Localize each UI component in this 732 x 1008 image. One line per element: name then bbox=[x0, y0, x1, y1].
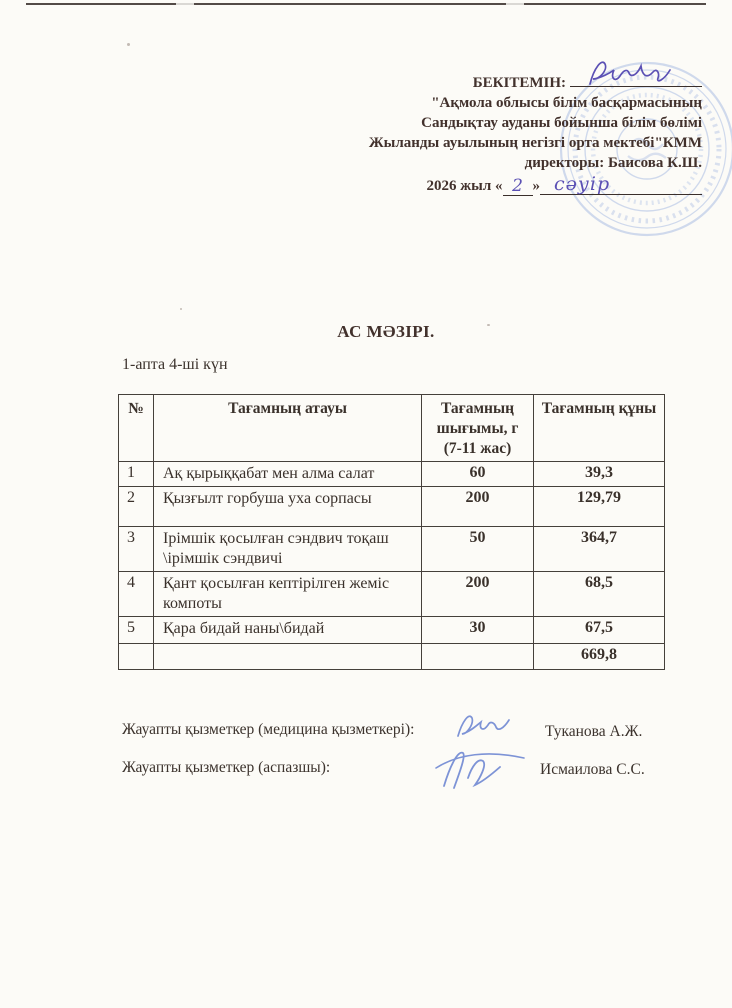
cook-name: Исмаилова С.С. bbox=[540, 761, 645, 778]
table-row bbox=[119, 527, 665, 572]
dish-cost: 68,5 bbox=[534, 572, 665, 617]
dish-amount: 60 bbox=[422, 462, 534, 487]
dish-name: Қызғылт горбуша уха сорпасы bbox=[154, 487, 422, 527]
row-no: 5 bbox=[119, 617, 154, 644]
medical-worker-name: Туканова А.Ж. bbox=[545, 723, 643, 740]
dish-name: Ірімшік қосылған сэндвич тоқаш \ірімшік сэндвичі bbox=[154, 527, 422, 572]
empty-cell bbox=[119, 644, 154, 670]
dish-amount: 200 bbox=[422, 572, 534, 617]
dish-amount: 50 bbox=[422, 527, 534, 572]
dish-cost: 364,7 bbox=[534, 527, 665, 572]
total-cost: 669,8 bbox=[534, 644, 665, 670]
dish-cost: 129,79 bbox=[534, 487, 665, 527]
year-prefix: 2026 жыл « bbox=[426, 178, 503, 194]
dish-amount: 200 bbox=[422, 487, 534, 527]
row-no: 4 bbox=[119, 572, 154, 617]
approve-line bbox=[272, 70, 702, 93]
document-title: АС МӘЗІРІ. bbox=[337, 322, 435, 341]
table-total-row bbox=[119, 644, 665, 670]
row-no: 1 bbox=[119, 462, 154, 487]
org-line-2: Сандықтау ауданы бойынша білім бөлімі bbox=[421, 115, 702, 131]
org-line-3: Жыланды ауылының негізгі орта мектебі"КММ bbox=[368, 135, 702, 151]
col-header-no: № bbox=[119, 395, 154, 462]
paper-speck bbox=[127, 43, 130, 46]
table-row bbox=[119, 617, 665, 644]
director-line: директоры: Баисова К.Ш. bbox=[524, 155, 702, 171]
dish-cost: 67,5 bbox=[534, 617, 665, 644]
col-header-amount: Тағамның шығымы, г (7-11 жас) bbox=[422, 395, 534, 462]
paper-speck bbox=[180, 308, 182, 310]
cook-signature-icon bbox=[428, 742, 532, 794]
menu-table bbox=[118, 394, 665, 670]
scan-edge-line bbox=[26, 3, 706, 5]
col-header-cost: Тағамның құны bbox=[534, 395, 665, 462]
month-handwritten: сәуір bbox=[540, 174, 702, 195]
week-day-subtitle: 1-апта 4-ші күн bbox=[122, 356, 228, 373]
medical-worker-label: Жауапты қызметкер (медицина қызметкері): bbox=[122, 721, 415, 738]
director-signature-slot bbox=[570, 70, 702, 87]
medical-worker-signature-icon bbox=[452, 708, 514, 746]
empty-cell bbox=[422, 644, 534, 670]
dish-name: Қара бидай наны\бидай bbox=[154, 617, 422, 644]
approve-label: БЕКІТЕМІН: bbox=[472, 75, 566, 91]
org-line-1: "Ақмола облысы білім басқармасының bbox=[431, 95, 702, 111]
table-header-row bbox=[119, 395, 665, 462]
cook-label: Жауапты қызметкер (аспазшы): bbox=[122, 759, 331, 776]
row-no: 2 bbox=[119, 487, 154, 527]
dish-cost: 39,3 bbox=[534, 462, 665, 487]
table-row bbox=[119, 462, 665, 487]
empty-cell bbox=[154, 644, 422, 670]
dish-amount: 30 bbox=[422, 617, 534, 644]
table-row bbox=[119, 572, 665, 617]
approval-block bbox=[272, 70, 702, 196]
dish-name: Қант қосылған кептірілген жеміс компоты bbox=[154, 572, 422, 617]
dish-name: Ақ қырыққабат мен алма салат bbox=[154, 462, 422, 487]
quote-close: » bbox=[532, 178, 540, 194]
col-header-name: Тағамның атауы bbox=[154, 395, 422, 462]
table-row bbox=[119, 487, 665, 527]
date-line bbox=[272, 174, 702, 196]
row-no: 3 bbox=[119, 527, 154, 572]
day-handwritten: 2 bbox=[503, 177, 533, 196]
director-handwritten-signature-icon bbox=[584, 56, 676, 90]
